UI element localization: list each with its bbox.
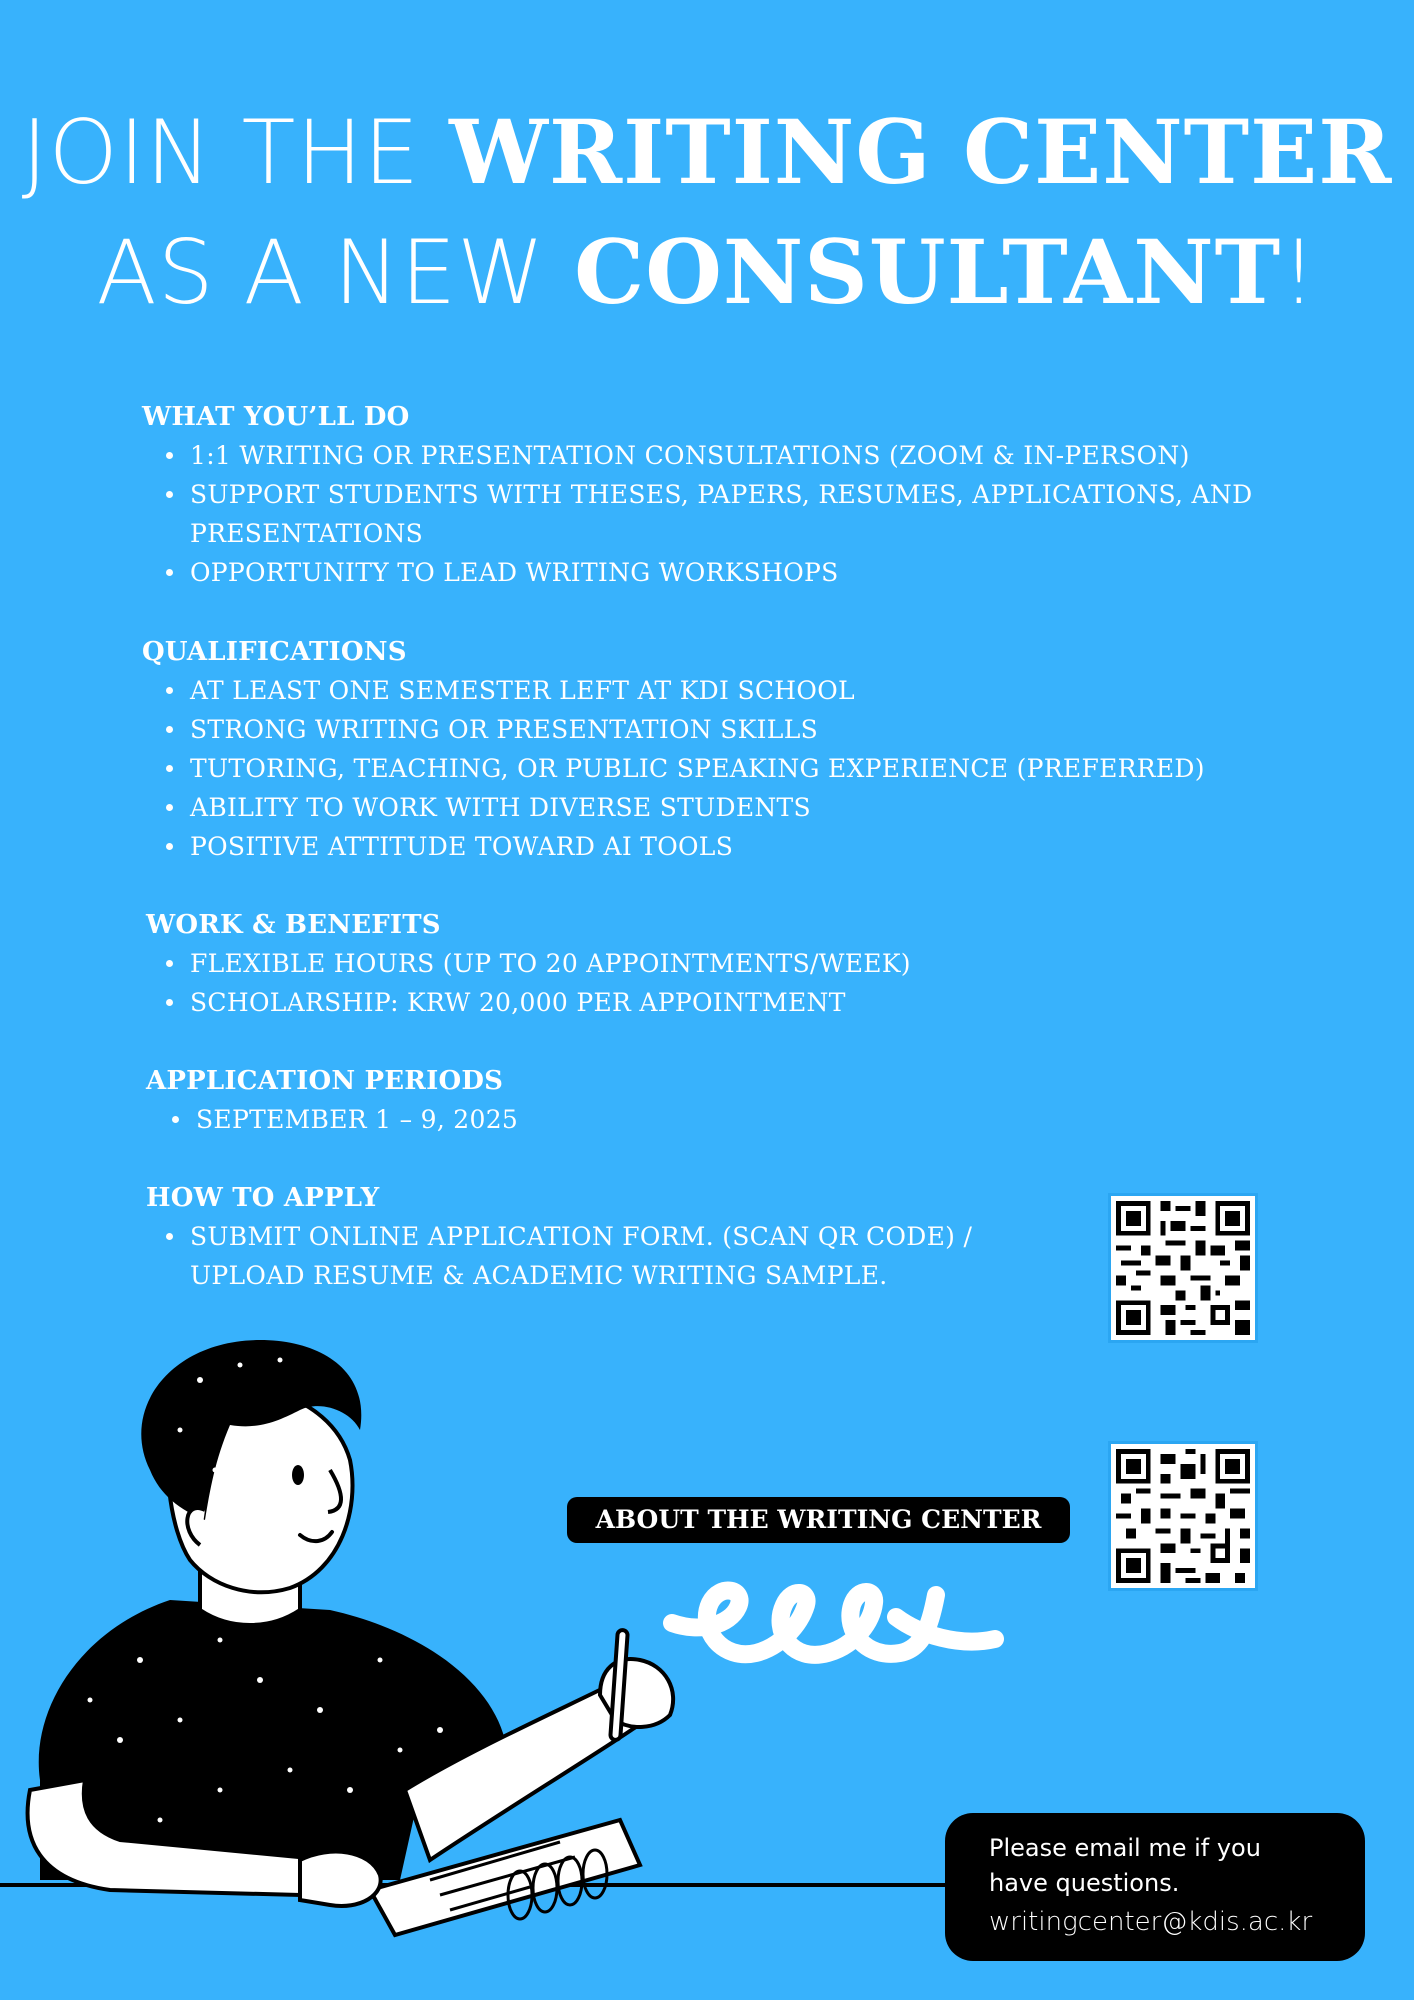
apply-list	[142, 1217, 1022, 1295]
qr-code-icon	[1111, 1444, 1255, 1588]
section-heading-qualifications: QUALIFICATIONS	[142, 637, 407, 667]
section-heading-what: WHAT YOU’LL DO	[142, 402, 410, 432]
section-heading-work-benefits: WORK & BENEFITS	[146, 910, 441, 940]
application-qr-code-icon[interactable]	[1108, 1193, 1258, 1343]
contact-box	[945, 1813, 1365, 1961]
qualifications-list	[142, 671, 1362, 866]
benefits-list	[142, 944, 1362, 1022]
section-heading-how-to-apply: HOW TO APPLY	[146, 1183, 380, 1213]
about-writing-center-button[interactable]: ABOUT THE WRITING CENTER	[567, 1497, 1070, 1543]
what-list	[142, 436, 1362, 592]
list-item: OPPORTUNITY TO LEAD WRITING WORKSHOPS	[142, 553, 1362, 592]
section-heading-application-periods: APPLICATION PERIODS	[146, 1066, 504, 1096]
periods-list	[148, 1100, 1348, 1139]
qr-code-icon	[1111, 1196, 1255, 1340]
list-item: SCHOLARSHIP: KRW 20,000 PER APPOINTMENT	[142, 983, 1362, 1022]
about-qr-code-icon[interactable]	[1108, 1441, 1258, 1591]
list-item: STRONG WRITING OR PRESENTATION SKILLS	[142, 710, 1362, 749]
list-item: SUBMIT ONLINE APPLICATION FORM. (SCAN QR CODE) / UPLOAD RESUME & ACADEMIC WRITING SAMPLE.	[142, 1217, 1022, 1295]
contact-message: Please email me if you have questions.	[989, 1834, 1261, 1897]
list-item: SUPPORT STUDENTS WITH THESES, PAPERS, RESUMES, APPLICATIONS, AND PRESENTATIONS	[142, 475, 1362, 553]
list-item: POSITIVE ATTITUDE TOWARD AI TOOLS	[142, 827, 1362, 866]
list-item: 1:1 WRITING OR PRESENTATION CONSULTATIONS (ZOOM & IN-PERSON)	[142, 436, 1362, 475]
list-item: FLEXIBLE HOURS (UP TO 20 APPOINTMENTS/WEEK)	[142, 944, 1362, 983]
page-title-line-2: AS A NEW CONSULTANT!	[96, 220, 1318, 324]
list-item: SEPTEMBER 1 – 9, 2025	[148, 1100, 1348, 1139]
contact-email-link[interactable]: writingcenter@kdis.ac.kr	[989, 1907, 1313, 1937]
student-illustration	[0, 1320, 1000, 2000]
list-item: TUTORING, TEACHING, OR PUBLIC SPEAKING EXPERIENCE (PREFERRED)	[142, 749, 1362, 788]
page-title-line-1: JOIN THE WRITING CENTER	[21, 100, 1393, 204]
list-item: AT LEAST ONE SEMESTER LEFT AT KDI SCHOOL	[142, 671, 1362, 710]
list-item: ABILITY TO WORK WITH DIVERSE STUDENTS	[142, 788, 1362, 827]
